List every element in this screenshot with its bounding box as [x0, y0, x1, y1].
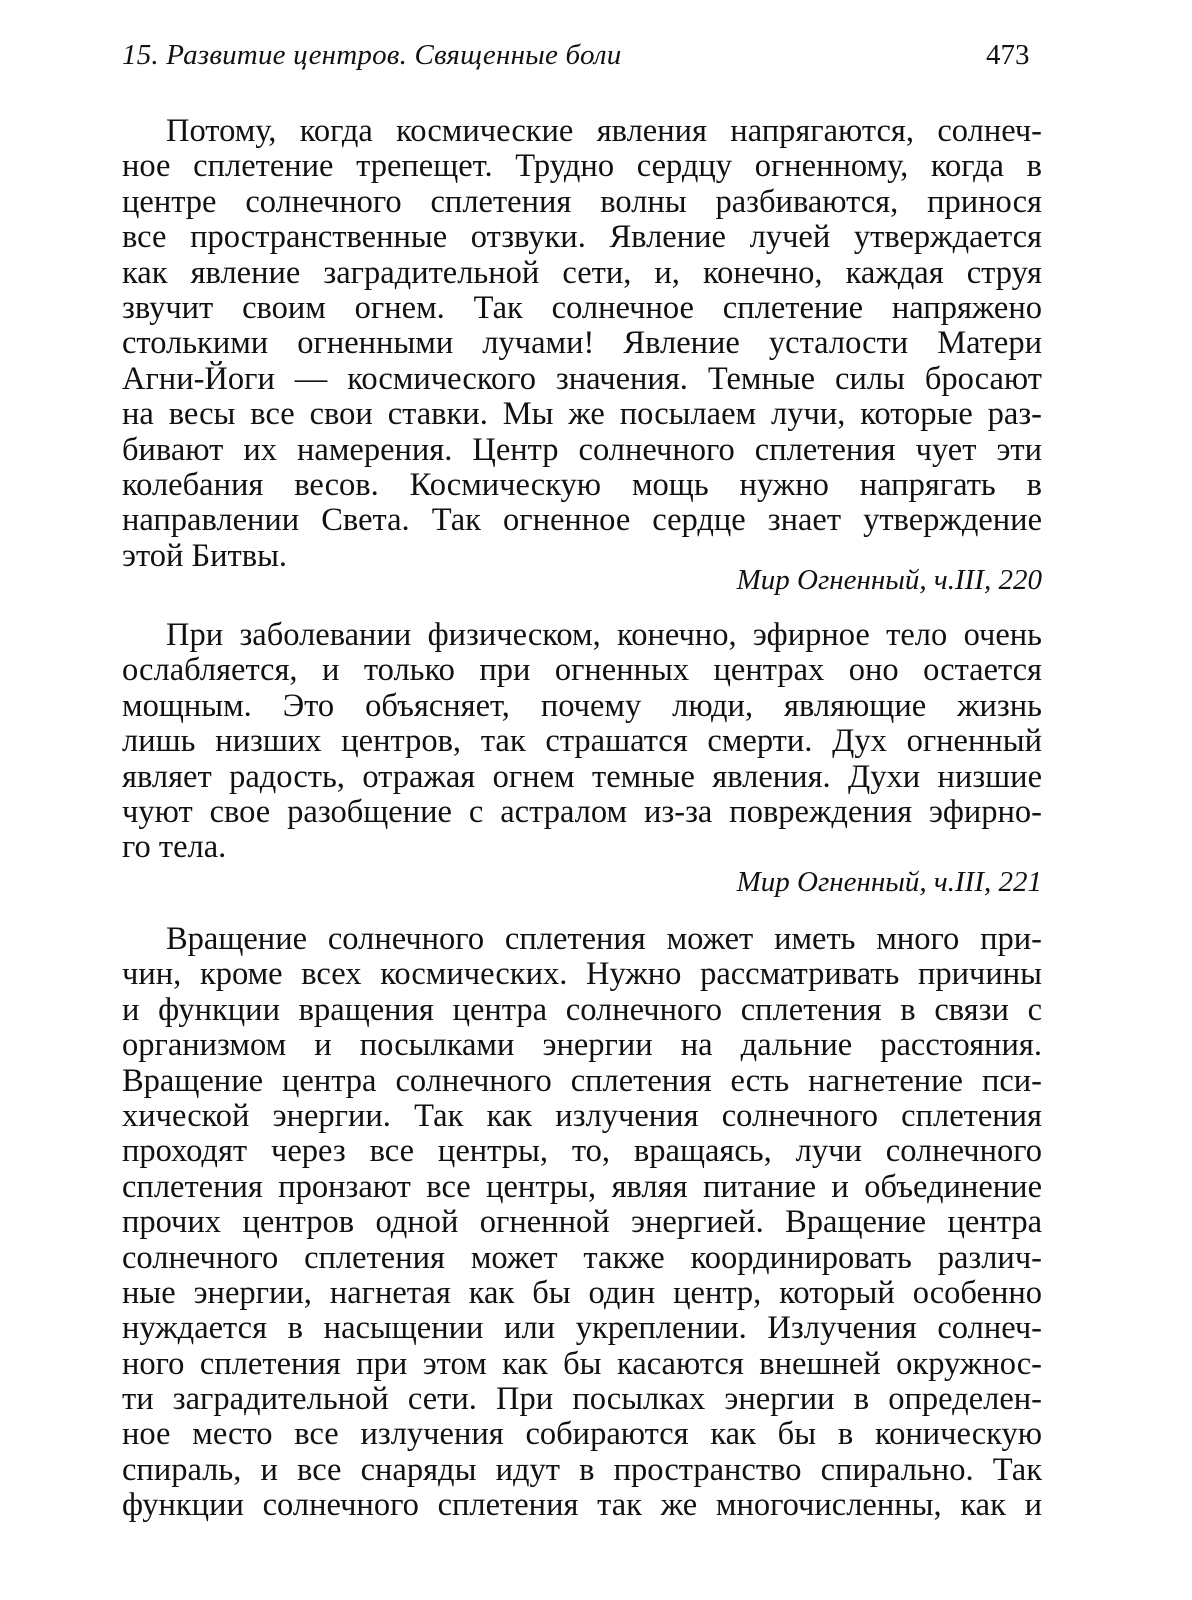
text-line: бивают их намерения. Центр солнечного сплетения чует эти	[122, 431, 1042, 468]
text-line: чин, кроме всех космических. Нужно рассматривать причины	[122, 956, 1042, 993]
text-line: и функции вращения центра солнечного сплетения в связи с	[122, 991, 1042, 1028]
text-line: чуют свое разобщение с астралом из-за повреждения эфирно-	[122, 793, 1042, 830]
text-line: ное сплетение трепещет. Трудно сердцу огненному, когда в	[122, 148, 1042, 185]
text-line: направлении Света. Так огненное сердце знает утверждение	[122, 502, 1042, 539]
text-line: ти заградительной сети. При посылках энергии в определен-	[122, 1381, 1042, 1418]
text-line: Вращение солнечного сплетения может иметь много при-	[166, 921, 1042, 957]
text-line: как явление заградительной сети, и, конечно, каждая струя	[122, 254, 1042, 291]
paragraph-1	[122, 114, 1042, 574]
text-line: колебания весов. Космическую мощь нужно напрягать в	[122, 466, 1042, 503]
text-line: сплетения пронзают все центры, являя питание и объединение	[122, 1168, 1042, 1205]
text-line: ные энергии, нагнетая как бы один центр, который особенно	[122, 1274, 1042, 1311]
text-line: лишь низших центров, так страшатся смерти. Дух огненный	[122, 723, 1042, 760]
text-line: проходят через все центры, то, вращаясь, лучи солнечного	[122, 1133, 1042, 1170]
text-line: звучит своим огнем. Так солнечное сплетение напряжено	[122, 289, 1042, 326]
text-line: го тела.	[122, 829, 227, 866]
text-line: все пространственные отзвуки. Явление лучей утверждается	[122, 219, 1042, 256]
text-line: центре солнечного сплетения волны разбиваются, принося	[122, 183, 1042, 220]
text-line: прочих центров одной огненной энергией. Вращение центра	[122, 1204, 1042, 1241]
text-line: Потому, когда космические явления напрягаются, солнеч-	[166, 113, 1042, 149]
text-line: нуждается в насыщении или укреплении. Излучения солнеч-	[122, 1310, 1042, 1347]
text-line: мощным. Это объясняет, почему люди, являющие жизнь	[122, 687, 1042, 724]
text-line: ное место все излучения собираются как бы в коническую	[122, 1416, 1042, 1453]
text-line: организмом и посылками энергии на дальние расстояния.	[122, 1027, 1042, 1064]
text-line: ослабляется, и только при огненных центрах оно остается	[122, 652, 1042, 689]
text-line: солнечного сплетения может также координировать различ-	[122, 1239, 1042, 1276]
text-line: При заболевании физическом, конечно, эфирное тело очень	[166, 617, 1042, 653]
page-number: 473	[986, 39, 1030, 71]
text-line: ного сплетения при этом как бы касаются внешней окружнос-	[122, 1345, 1042, 1382]
text-line: на весы все свои ставки. Мы же посылаем лучи, которые раз-	[122, 396, 1042, 433]
citation: Мир Огненный, ч.III, 220	[736, 564, 1042, 596]
text-line: Вращение центра солнечного сплетения есть нагнетение пси-	[122, 1062, 1042, 1099]
text-line: являет радость, отражая огнем темные явления. Духи низшие	[122, 758, 1042, 795]
paragraph-3	[122, 922, 1042, 1524]
text-line: столькими огненными лучами! Явление усталости Матери	[122, 325, 1042, 362]
text-line: этой Битвы.	[122, 537, 288, 574]
text-line: функции солнечного сплетения так же многочисленны, как и	[122, 1487, 1042, 1524]
running-title: 15. Развитие центров. Священные боли	[122, 39, 622, 71]
citation: Мир Огненный, ч.III, 221	[736, 866, 1042, 898]
text-line: спираль, и все снаряды идут в пространство спирально. Так	[122, 1451, 1042, 1488]
text-line: хической энергии. Так как излучения солнечного сплетения	[122, 1097, 1042, 1134]
paragraph-2	[122, 618, 1042, 866]
text-line: Агни-Йоги — космического значения. Темные силы бросают	[122, 360, 1042, 397]
